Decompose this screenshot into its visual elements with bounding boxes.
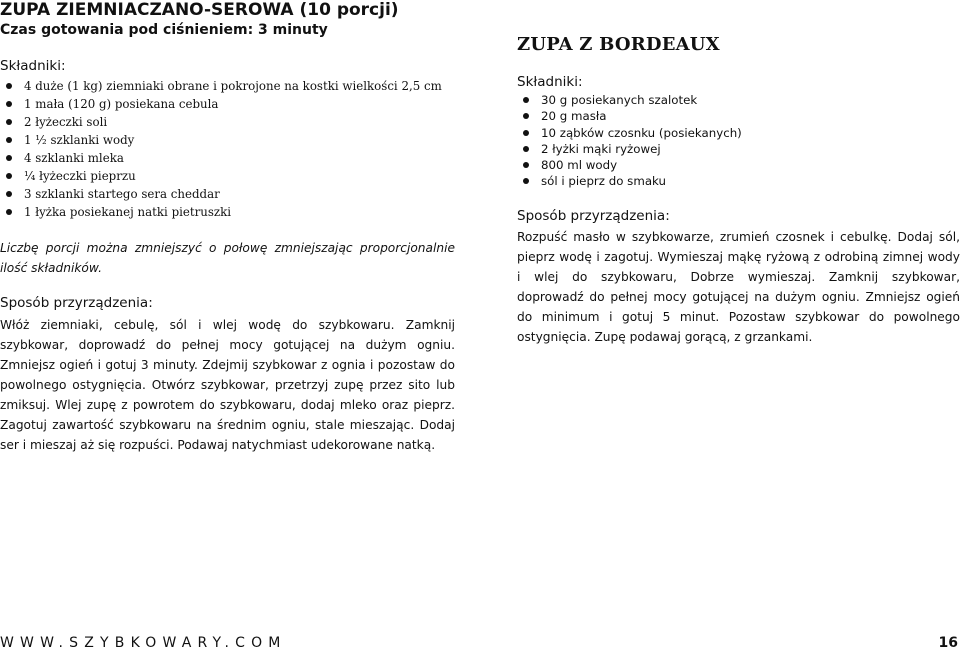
cooking-time: Czas gotowania pod ciśnieniem: 3 minuty — [0, 22, 328, 38]
list-item: sól i pieprz do smaku — [517, 173, 960, 189]
method-heading: Sposób przyrządzenia: — [0, 295, 153, 311]
page-number: 16 — [938, 635, 958, 651]
ingredients-list — [0, 77, 455, 221]
list-item: 3 szklanki startego sera cheddar — [0, 185, 455, 203]
ingredients-list — [517, 92, 960, 190]
list-item: 1 ½ szklanki wody — [0, 131, 455, 149]
list-item: 2 łyżki mąki ryżowej — [517, 141, 960, 157]
footer-url: WWW.SZYBKOWARY.COM — [0, 635, 287, 651]
list-item: 1 mała (120 g) posiekana cebula — [0, 95, 455, 113]
ingredients-heading: Składniki: — [517, 74, 583, 90]
list-item: 10 ząbków czosnku (posiekanych) — [517, 125, 960, 141]
method-text: Włóż ziemniaki, cebulę, sól i wlej wodę do szybkowaru. Zamknij szybkowar, doprowadź do pełnej mocy gotującej na dużym ogniu. Zmniejsz ogień i gotuj 3 minuty. Zdejmij szybkowar z ognia i pozostaw do powolnego ostygnięcia. Otwórz szybkowar, przetrzyj zupę przez sito lub zmiksuj. Wlej zupę z powrotem do szybkowaru, dodaj mleko oraz pieprz. Zagotuj zawartość szybkowaru na średnim ogniu, stale mieszając. Dodaj ser i mieszaj aż się rozpuści. Podawaj natychmiast udekorowane natką. — [0, 318, 455, 452]
list-item: 800 ml wody — [517, 157, 960, 173]
list-item: 2 łyżeczki soli — [0, 113, 455, 131]
portion-note: Liczbę porcji można zmniejszyć o połowę zmniejszając proporcjonalnie ilość składników. — [0, 241, 455, 275]
left-recipe — [0, 0, 455, 455]
list-item: ¼ łyżeczki pieprzu — [0, 167, 455, 185]
recipe-title: ZUPA Z BORDEAUX — [517, 34, 720, 55]
method-text: Rozpuść masło w szybkowarze, zrumień czosnek i cebulkę. Dodaj sól, pieprz wodę i zagotuj. Wymieszaj mąkę ryżową z odrobiną zimnej wody i wlej do szybkowaru, Dobrze wymieszaj. Zamknij szybkowar, doprowadź do pełnej mocy gotującej na dużym ogniu. Zmniejsz ogień do minimum i gotuj 5 minut. Pozostaw szybkowar do powolnego ostygnięcia. Zupę podawaj gorącą, z grzankami. — [517, 229, 960, 344]
list-item: 1 łyżka posiekanej natki pietruszki — [0, 203, 455, 221]
list-item: 4 szklanki mleka — [0, 149, 455, 167]
right-recipe — [517, 34, 960, 347]
list-item: 20 g masła — [517, 108, 960, 124]
recipe-title: ZUPA ZIEMNIACZANO-SEROWA (10 porcji) — [0, 0, 399, 20]
ingredients-heading: Składniki: — [0, 58, 66, 74]
list-item: 30 g posiekanych szalotek — [517, 92, 960, 108]
list-item: 4 duże (1 kg) ziemniaki obrane i pokrojone na kostki wielkości 2,5 cm — [0, 77, 455, 95]
method-heading: Sposób przyrządzenia: — [517, 207, 670, 224]
